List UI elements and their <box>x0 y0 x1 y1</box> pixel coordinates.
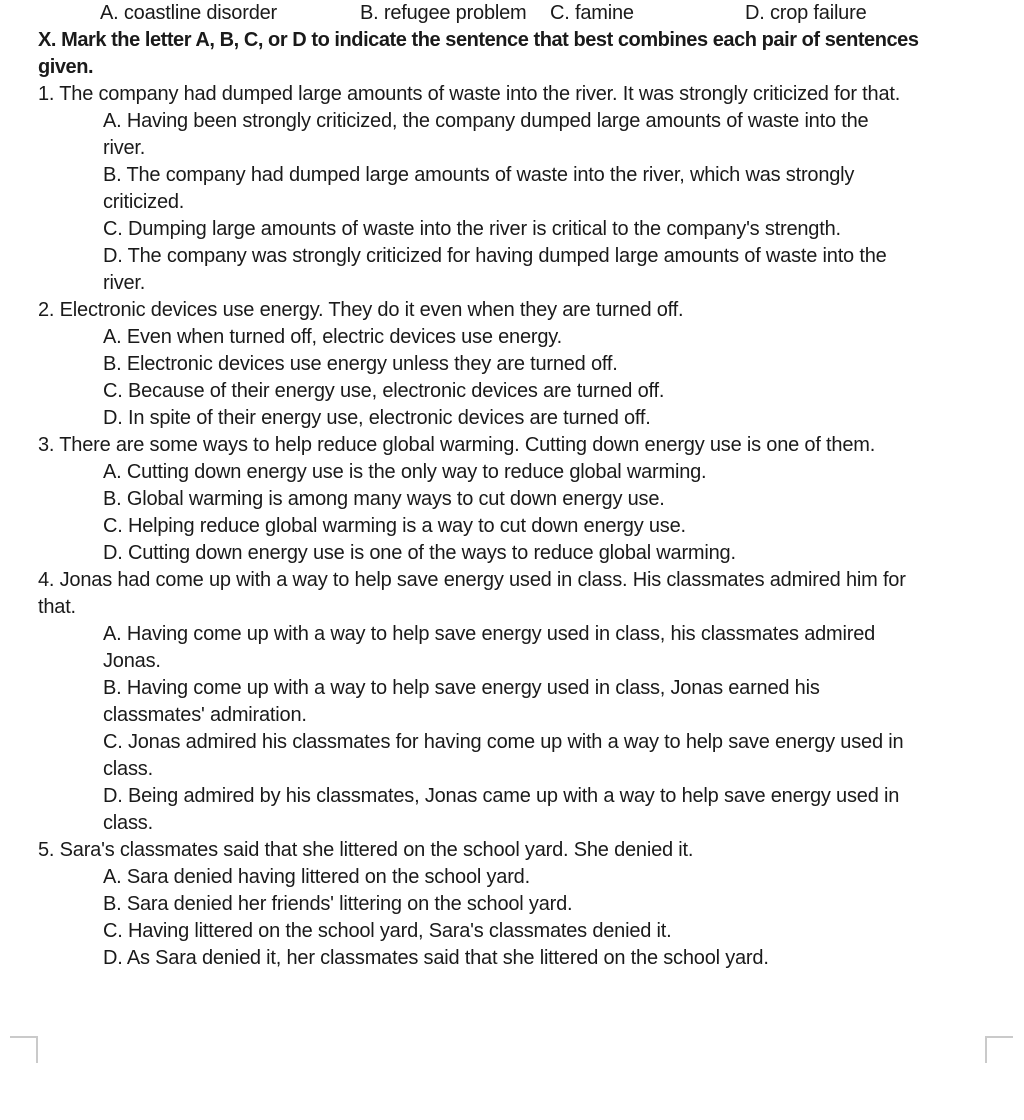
question-5 <box>0 837 1024 972</box>
option-line: classmates' admiration. <box>103 704 307 726</box>
option-line: Jonas. <box>103 650 161 672</box>
question-2-option-d <box>0 405 1024 432</box>
question-5-option-d <box>0 945 1024 972</box>
option-line: A. Cutting down energy use is the only way to reduce global warming. <box>103 461 707 483</box>
question-2-option-c <box>0 378 1024 405</box>
option-line: river. <box>103 137 146 159</box>
option-line: A. Having come up with a way to help save energy used in class, his classmates admired <box>103 623 876 645</box>
answer-option-a: A. coastline disorder <box>100 2 278 24</box>
option-line: C. Having littered on the school yard, Sara's classmates denied it. <box>103 920 672 942</box>
option-line: A. Sara denied having littered on the school yard. <box>103 866 530 888</box>
question-5-option-a <box>0 864 1024 891</box>
section-heading-line: X. Mark the letter A, B, C, or D to indicate the sentence that best combines each pair of sentences <box>38 29 919 51</box>
question-5-option-b <box>0 891 1024 918</box>
questions-container <box>0 81 1024 972</box>
option-line: river. <box>103 272 146 294</box>
option-line: A. Even when turned off, electric devices use energy. <box>103 326 562 348</box>
question-4-option-c <box>0 729 1024 783</box>
option-line: A. Having been strongly criticized, the company dumped large amounts of waste into the <box>103 110 869 132</box>
question-4-option-b <box>0 675 1024 729</box>
question-1-stem-line: 1. The company had dumped large amounts of waste into the river. It was strongly criticized for that. <box>38 83 901 105</box>
question-3 <box>0 432 1024 567</box>
question-5-stem-line: 5. Sara's classmates said that she littered on the school yard. She denied it. <box>38 839 694 861</box>
scan-corner-mark-left <box>10 1036 38 1063</box>
question-3-option-d <box>0 540 1024 567</box>
question-4-stem-line: that. <box>38 596 76 618</box>
question-4-option-d <box>0 783 1024 837</box>
option-line: B. The company had dumped large amounts of waste into the river, which was strongly <box>103 164 855 186</box>
option-line: B. Global warming is among many ways to cut down energy use. <box>103 488 665 510</box>
option-line: D. In spite of their energy use, electronic devices are turned off. <box>103 407 651 429</box>
question-4-stem-line: 4. Jonas had come up with a way to help save energy used in class. His classmates admired him for <box>38 569 906 591</box>
question-1-option-c <box>0 216 1024 243</box>
question-1 <box>0 81 1024 297</box>
answer-option-c: C. famine <box>550 2 634 24</box>
answer-option-b: B. refugee problem <box>360 2 527 24</box>
question-2-option-b <box>0 351 1024 378</box>
option-line: C. Because of their energy use, electronic devices are turned off. <box>103 380 665 402</box>
question-3-option-c <box>0 513 1024 540</box>
question-4-option-a <box>0 621 1024 675</box>
question-1-option-d <box>0 243 1024 297</box>
option-line: D. Cutting down energy use is one of the ways to reduce global warming. <box>103 542 736 564</box>
question-4 <box>0 567 1024 837</box>
option-line: D. Being admired by his classmates, Jonas came up with a way to help save energy used in <box>103 785 900 807</box>
option-line: criticized. <box>103 191 185 213</box>
option-line: D. As Sara denied it, her classmates said that she littered on the school yard. <box>103 947 769 969</box>
option-line: B. Electronic devices use energy unless they are turned off. <box>103 353 618 375</box>
question-1-option-a <box>0 108 1024 162</box>
option-line: class. <box>103 812 153 834</box>
section-heading-line: given. <box>38 56 94 78</box>
section-heading <box>0 27 1024 81</box>
question-3-stem-line: 3. There are some ways to help reduce global warming. Cutting down energy use is one of them. <box>38 434 876 456</box>
option-line: B. Having come up with a way to help save energy used in class, Jonas earned his <box>103 677 820 699</box>
option-line: class. <box>103 758 153 780</box>
option-line: B. Sara denied her friends' littering on the school yard. <box>103 893 573 915</box>
scan-corner-mark-right <box>985 1036 1013 1063</box>
option-line: C. Helping reduce global warming is a way to cut down energy use. <box>103 515 686 537</box>
question-2 <box>0 297 1024 432</box>
question-5-option-c <box>0 918 1024 945</box>
question-1-option-b <box>0 162 1024 216</box>
option-line: C. Dumping large amounts of waste into the river is critical to the company's strength. <box>103 218 841 240</box>
option-line: C. Jonas admired his classmates for having come up with a way to help save energy used in <box>103 731 904 753</box>
top-answer-row <box>0 0 1024 27</box>
question-3-option-a <box>0 459 1024 486</box>
question-2-stem-line: 2. Electronic devices use energy. They do it even when they are turned off. <box>38 299 684 321</box>
question-2-option-a <box>0 324 1024 351</box>
question-3-option-b <box>0 486 1024 513</box>
answer-option-d: D. crop failure <box>745 2 867 24</box>
option-line: D. The company was strongly criticized for having dumped large amounts of waste into the <box>103 245 887 267</box>
